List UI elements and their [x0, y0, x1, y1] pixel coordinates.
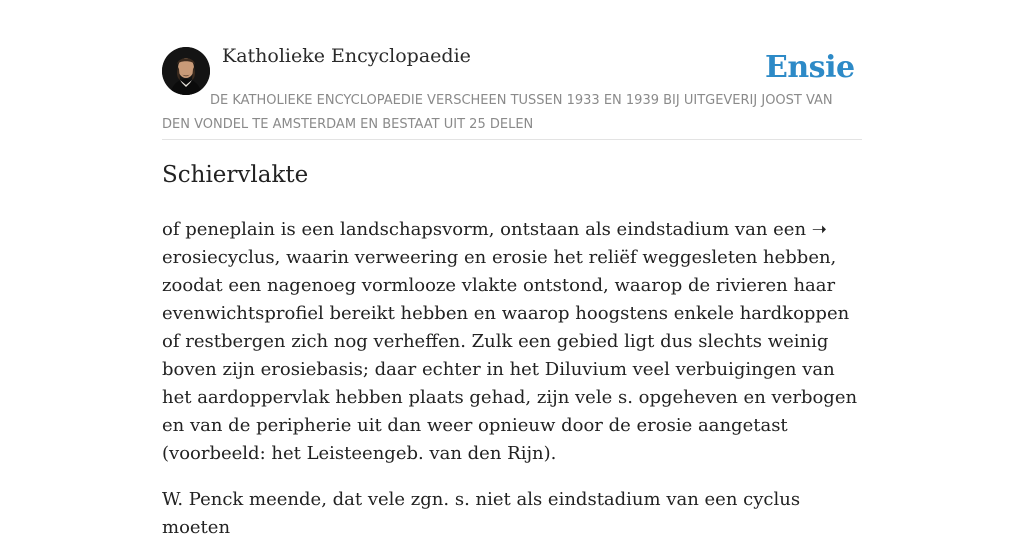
source-description: DE KATHOLIEKE ENCYCLOPAEDIE VERSCHEEN TUSSEN 1933 EN 1939 BIJ UITGEVERIJ JOOST VAN DEN VONDEL TE AMSTERDAM EN BESTAAT UIT 25 DELEN [162, 93, 833, 132]
header-divider [162, 139, 862, 140]
portrait-avatar-graphic [162, 47, 210, 95]
source-title[interactable]: Katholieke Encyclopaedie [222, 45, 471, 67]
article-paragraph-1: of peneplain is een landschapsvorm, ontstaan als eindstadium van een ➝ erosiecyclus, waarin verweering en erosie het reliëf weggesleten hebben, zoodat een nagenoeg vormlooze vlakte ontstond, waarop de rivieren haar evenwichtsprofiel bereikt hebben en waarop hoogstens enkele hardkoppen of restbergen zich nog verheffen. Zulk een gebied ligt dus slechts weinig boven zijn erosiebasis; daar echter in het Diluvium veel verbuigingen van het aardoppervlak hebben plaats gehad, zijn vele s. opgeheven en verbogen en van de peripherie uit dan weer opnieuw door de erosie aangetast (voorbeeld: het Leisteengeb. van den Rijn). [162, 219, 858, 464]
article-paragraph-2: W. Penck meende, dat vele zgn. s. niet als eindstadium van een cyclus moeten [162, 489, 801, 538]
article-title: Schiervlakte [162, 162, 309, 188]
brand-logo[interactable]: Ensie [765, 50, 855, 85]
article-body [162, 216, 862, 560]
portrait-avatar-icon[interactable] [162, 47, 210, 95]
